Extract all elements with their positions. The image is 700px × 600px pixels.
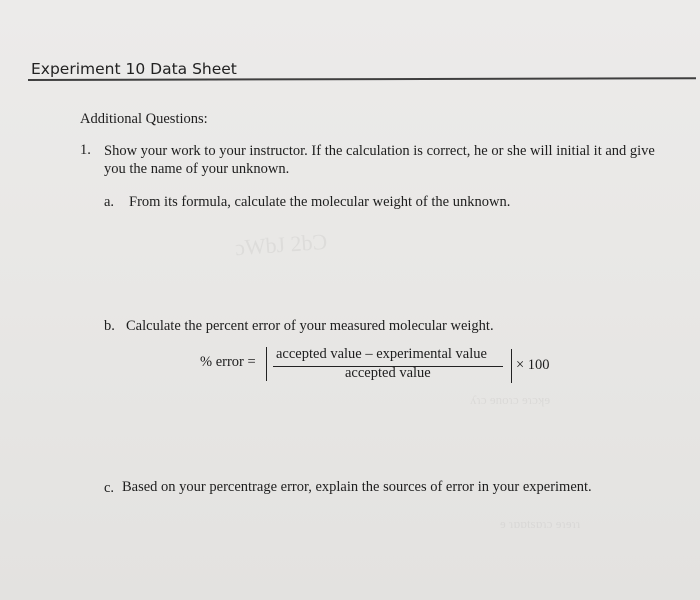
part-c-text: Based on your percentrage error, explain the sources of error in your experiment. (122, 479, 592, 495)
part-b-text: Calculate the percent error of your measured molecular weight. (126, 318, 494, 334)
formula-numerator: accepted value – experimental value (276, 346, 487, 362)
question-text-line-2: you the name of your unknown. (104, 161, 290, 177)
part-a-text: From its formula, calculate the molecular weight of the unknown. (129, 194, 511, 210)
absolute-value-bar-left (266, 347, 267, 381)
absolute-value-bar-right (511, 349, 512, 383)
page-title: Experiment 10 Data Sheet (31, 60, 237, 78)
part-a-letter: a. (104, 194, 115, 210)
formula-multiplier: × 100 (516, 357, 550, 373)
formula-lhs: % error = (200, 354, 256, 370)
bleed-through-mark: ɔWbJ 2bƆ (234, 228, 328, 261)
section-heading: Additional Questions: (80, 111, 208, 127)
part-b-letter: b. (104, 318, 115, 334)
percent-error-formula (200, 346, 580, 386)
question-text-line-1: Show your work to your instructor. If the calculation is correct, he or she will initial it and give (104, 143, 655, 159)
question-text (104, 142, 655, 178)
question-number: 1. (80, 142, 91, 158)
part-c-letter: c. (104, 480, 115, 496)
bleed-through-mark: ʎɿɔ ɘnoɿɔ ɘɿɔʞɘ (470, 392, 551, 407)
formula-denominator: accepted value (345, 365, 431, 381)
title-underline (28, 77, 696, 81)
bleed-through-mark: ɘ ɿɒɒtsɒɿɔ ɘɿɘɿɿ (500, 516, 581, 531)
